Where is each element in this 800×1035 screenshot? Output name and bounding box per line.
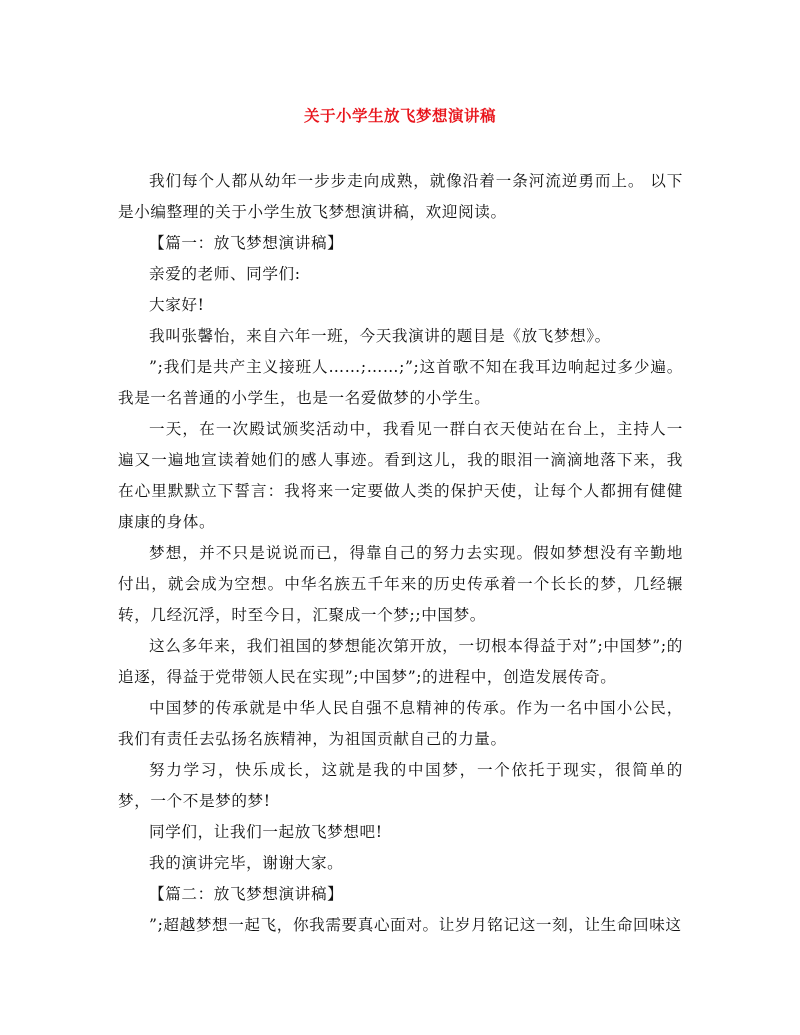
paragraph-self-intro: 我叫张馨怡，来自六年一班，今天我演讲的题目是《放飞梦想》。 [149,327,611,345]
document-body [118,166,683,941]
paragraph-study: 努力学习，快乐成长，这就是我的中国梦，一个依托于现实，很简单的梦，一个不是梦的梦! [118,761,683,810]
document-title: 关于小学生放飞梦想演讲稿 [303,106,496,125]
paragraph-intro: 我们每个人都从幼年一步步走向成熟，就像沿着一条河流逆勇而上。 以下是小编整理的关于小学生放飞梦想演讲稿，欢迎阅读。 [118,172,683,221]
paragraph-inheritance: 中国梦的传承就是中华人民自强不息精神的传承。作为一名中国小公民，我们有责任去弘扬名族精神，为祖国贡献自己的力量。 [118,699,683,748]
section-heading-1: 【篇一：放飞梦想演讲稿】 [149,234,344,252]
paragraph-part2-start: ”;超越梦想一起飞，你我需要真心面对。让岁月铭记这一刻，让生命回味这 [149,916,682,934]
paragraph-greeting: 亲爱的老师、同学们: [149,265,301,283]
paragraph-china-dream: 这么多年来，我们祖国的梦想能次第开放，一切根本得益于对”;中国梦”;的追逐，得益于党带领人民在实现”;中国梦”;的进程中，创造发展传奇。 [118,637,683,686]
paragraph-dream: 梦想，并不只是说说而已，得靠自己的努力去实现。假如梦想没有辛勤地付出，就会成为空想。中华名族五千年来的历史传承着一个长长的梦，几经辗转，几经沉浮，时至今日，汇聚成一个梦;;中国梦。 [118,544,683,624]
paragraph-hello: 大家好! [149,296,205,314]
paragraph-call: 同学们，让我们一起放飞梦想吧! [149,823,383,841]
paragraph-song: ”;我们是共产主义接班人……;……;”;这首歌不知在我耳边响起过多少遍。我是一名普通的小学生，也是一名爱做梦的小学生。 [118,358,683,407]
paragraph-closing: 我的演讲完毕，谢谢大家。 [149,854,344,872]
paragraph-story: 一天，在一次殿试颁奖活动中，我看见一群白衣天使站在台上，主持人一遍又一遍地宣读着她们的感人事迹。看到这儿，我的眼泪一滴滴地落下来，我在心里默默立下誓言：我将来一定要做人类的保护天使，让每个人都拥有健健康康的身体。 [118,420,683,531]
section-heading-2: 【篇二：放飞梦想演讲稿】 [149,885,344,903]
